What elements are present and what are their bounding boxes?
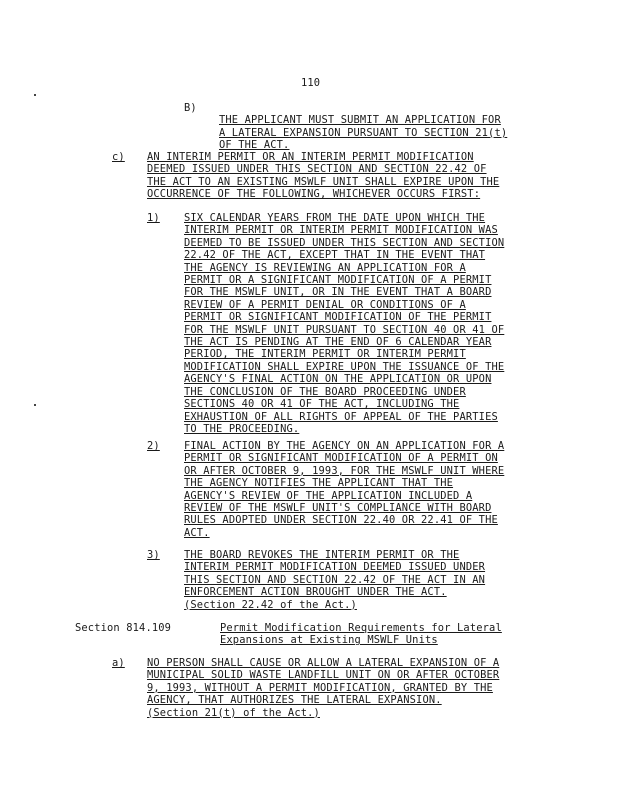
item-b-text bbox=[219, 102, 589, 152]
item-c2-text bbox=[184, 440, 564, 539]
item-c-underlined-tail: , WHICHEVER OCCURS FIRST: bbox=[319, 188, 481, 201]
item-c-label bbox=[112, 151, 125, 163]
item-c3-label bbox=[147, 549, 160, 561]
item-b-label: B) bbox=[184, 102, 197, 114]
item-a-label bbox=[112, 657, 125, 669]
item-c1-inserted-text: SIX CALENDAR YEARS FROM THE DATE UPON WHICH THE INTERIM PERMIT OR INTERIM PERMIT MODIFICATION WAS DEEMED TO BE ISSUED UNDER THIS SECTION AND SECTION 22.42 OF THE ACT, EXCEPT THAT IN THE EVENT THAT THE AGENCY IS REVIEWING AN APPLICATION FOR A PERMIT OR A SIGNIFICANT MODIFICATION OF A PERMIT FOR THE MSWLF UNIT, OR IN THE EVENT THAT A BOARD REVIEW OF A PERMIT DENIAL OR CONDITIONS OF A PERMIT OR SIGNIFICANT MODIFICATION OF THE PERMIT FOR THE MSWLF UNIT PURSUANT TO SECTION 40 OR 41 OF THE ACT IS PENDING AT THE END OF 6 CALENDAR YEAR PERIOD, THE INTERIM PERMIT OR INTERIM PERMIT MODIFICATION SHALL EXPIRE UPON THE ISSUANCE OF THE AGENCY'S FINAL ACTION ON THE APPLICATION OR UPON THE CONCLUSION OF THE BOARD PROCEEDING UNDER SECTIONS 40 OR 41 OF THE ACT, INCLUDING THE EXHAUSTION OF ALL RIGHTS OF APPEAL OF THE PARTIES TO THE PROCEEDING. bbox=[184, 212, 505, 435]
item-c3-text bbox=[184, 549, 564, 611]
item-a-inserted-text: NO PERSON SHALL CAUSE OR ALLOW A LATERAL EXPANSION OF A MUNICIPAL SOLID WASTE LANDFILL UNIT ON OR AFTER OCTOBER 9, 1993, WITHOUT A PERMIT MODIFICATION, GRANTED BY THE AGENCY, THAT AUTHORIZES THE LATERAL EXPANSION. (Section 21(t) of the Act.) bbox=[147, 657, 500, 719]
item-c3-inserted-text: THE BOARD REVOKES THE INTERIM PERMIT OR THE INTERIM PERMIT MODIFICATION DEEMED ISSUED UNDER THIS SECTION AND SECTION 22.42 OF THE ACT IN AN ENFORCEMENT ACTION BROUGHT UNDER THE ACT. (Section 22.42 of the Act.) bbox=[184, 549, 486, 611]
scan-speck bbox=[34, 404, 36, 406]
item-c-text bbox=[147, 151, 567, 201]
item-b-inserted-text: THE APPLICANT MUST SUBMIT AN APPLICATION FOR A LATERAL EXPANSION PURSUANT TO SECTION 21(t) OF THE ACT. bbox=[219, 114, 508, 152]
item-c1-label-text: 1) bbox=[147, 212, 160, 224]
page-number: 110 bbox=[301, 77, 321, 89]
item-c1-label bbox=[147, 212, 160, 224]
section-label: Section 814.109 bbox=[75, 622, 172, 634]
item-c2-label bbox=[147, 440, 160, 452]
item-c-label-text: c) bbox=[112, 151, 125, 163]
item-c1-text bbox=[184, 212, 564, 435]
section-title bbox=[220, 622, 560, 647]
item-c2-inserted-text: FINAL ACTION BY THE AGENCY ON AN APPLICATION FOR A PERMIT OR SIGNIFICANT MODIFICATION OF A PERMIT ON OR AFTER OCTOBER 9, 1993, FOR THE MSWLF UNIT WHERE THE AGENCY NOTIFIES THE APPLICANT THAT THE AGENCY'S REVIEW OF THE APPLICATION INCLUDED A REVIEW OF THE MSWLF UNIT'S COMPLIANCE WITH BOARD RULES ADOPTED UNDER SECTION 22.40 OR 22.41 OF THE ACT. bbox=[184, 440, 505, 539]
item-c3-label-text: 3) bbox=[147, 549, 160, 561]
item-a-label-text: a) bbox=[112, 657, 125, 669]
section-title-text: Permit Modification Requirements for Lateral Expansions at Existing MSWLF Units bbox=[220, 622, 502, 647]
item-a-text bbox=[147, 657, 567, 719]
item-c2-label-text: 2) bbox=[147, 440, 160, 452]
item-c-inserted-text: AN INTERIM PERMIT OR AN INTERIM PERMIT MODIFICATION DEEMED ISSUED UNDER THIS SECTION AND SECTION 22.42 OF THE ACT TO AN EXISTING MSWLF UNIT SHALL EXPIRE UPON THE OCCURRENCE OF THE FOLLOWING bbox=[147, 151, 500, 201]
scan-speck bbox=[34, 94, 36, 96]
